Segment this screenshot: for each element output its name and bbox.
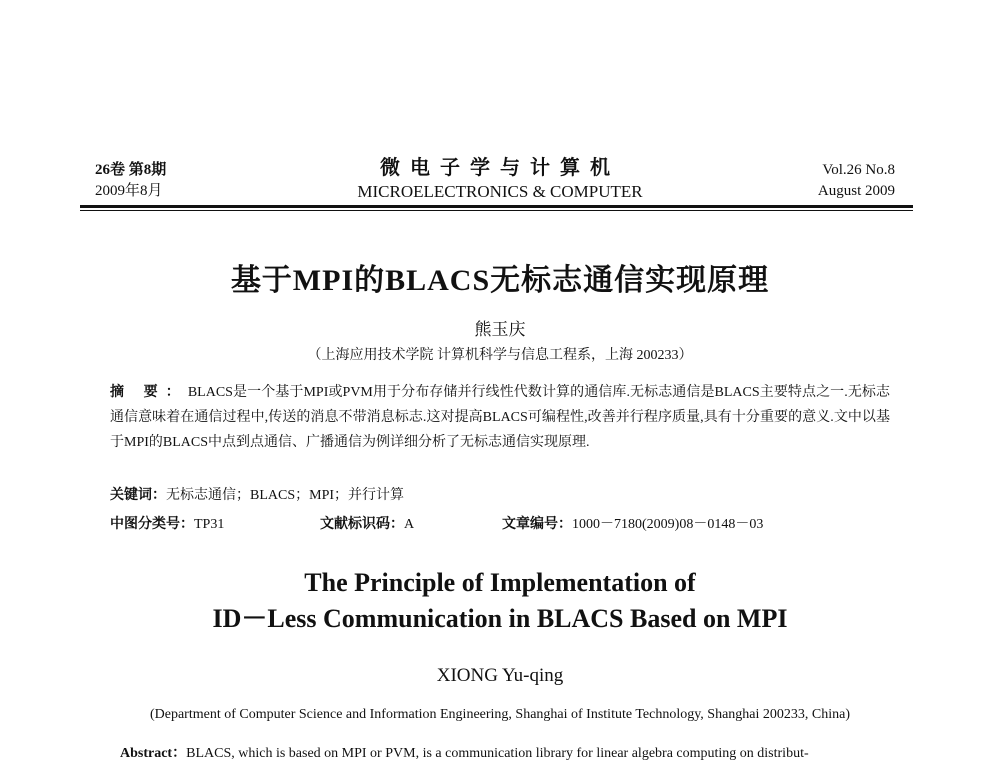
abstract-cn-label: 摘 要：: [110, 385, 188, 400]
abstract-en: [120, 742, 900, 762]
abstract-en-text: BLACS, which is based on MPI or PVM, is a communication library for linear algebra computing on distribut-: [186, 746, 809, 761]
abstract-cn-text: BLACS是一个基于MPI或PVM用于分布存储并行线性代数计算的通信库.无标志通信是BLACS主要特点之一.无标志通信意味着在通信过程中,传送的消息不带消息标志.这对提高BLACS可编程性,改善并行程序质量,具有十分重要的意义.文中以基于MPI的BLACS中点到点通信、广播通信为例详细分析了无标志通信实现原理.: [110, 385, 890, 450]
clc-number: [110, 517, 224, 532]
affiliation-cn: （上海应用技术学院 计算机科学与信息工程系，上海 200233）: [307, 348, 693, 363]
journal-title: [300, 155, 700, 203]
keywords-cn-label: 关键词：: [110, 488, 166, 503]
keywords-cn: [110, 484, 404, 504]
author-en: XIONG Yu-qing: [436, 665, 564, 686]
author-cn: 熊玉庆: [474, 320, 526, 339]
volume-en: Vol.26 No.8: [822, 162, 895, 178]
doc-value: A: [404, 517, 415, 532]
art-value: 1000－7180(2009)08－0148－03: [572, 517, 764, 532]
paper-title-cn: 基于MPI的BLACS无标志通信实现原理: [230, 264, 770, 297]
date-cn: 2009年8月: [95, 183, 163, 199]
header-rule-thin: [80, 210, 913, 211]
journal-name-cn: 微电子学与计算机: [380, 157, 620, 179]
date-en: August 2009: [817, 183, 895, 199]
issue-info-en: [818, 160, 895, 202]
doc-code: [320, 513, 414, 533]
abstract-cn: [110, 380, 890, 455]
header-rule-thick: [80, 205, 913, 208]
keywords-cn-text: 无标志通信；BLACS；MPI；并行计算: [166, 488, 405, 503]
doc-label: 文献标识码：: [320, 517, 404, 532]
clc-value: TP31: [194, 517, 225, 532]
abstract-en-label: Abstract：: [120, 746, 187, 761]
paper-title-en-line1: The Principle of Implementation of: [304, 568, 696, 597]
journal-name-en: MICROELECTRONICS & COMPUTER: [357, 182, 643, 201]
paper-title-en: [0, 565, 1000, 637]
clc-label: 中图分类号：: [110, 517, 194, 532]
issue-info-cn: [95, 160, 166, 202]
classification-row: [110, 513, 910, 533]
art-label: 文章编号：: [502, 517, 572, 532]
volume-cn: 26卷 第8期: [95, 162, 167, 178]
article-number: [502, 513, 763, 533]
paper-title-en-line2: ID－Less Communication in BLACS Based on MPI: [212, 604, 788, 633]
affiliation-en: (Department of Computer Science and Information Engineering, Shanghai of Institute Technology, Shanghai 200233, China): [149, 707, 851, 722]
